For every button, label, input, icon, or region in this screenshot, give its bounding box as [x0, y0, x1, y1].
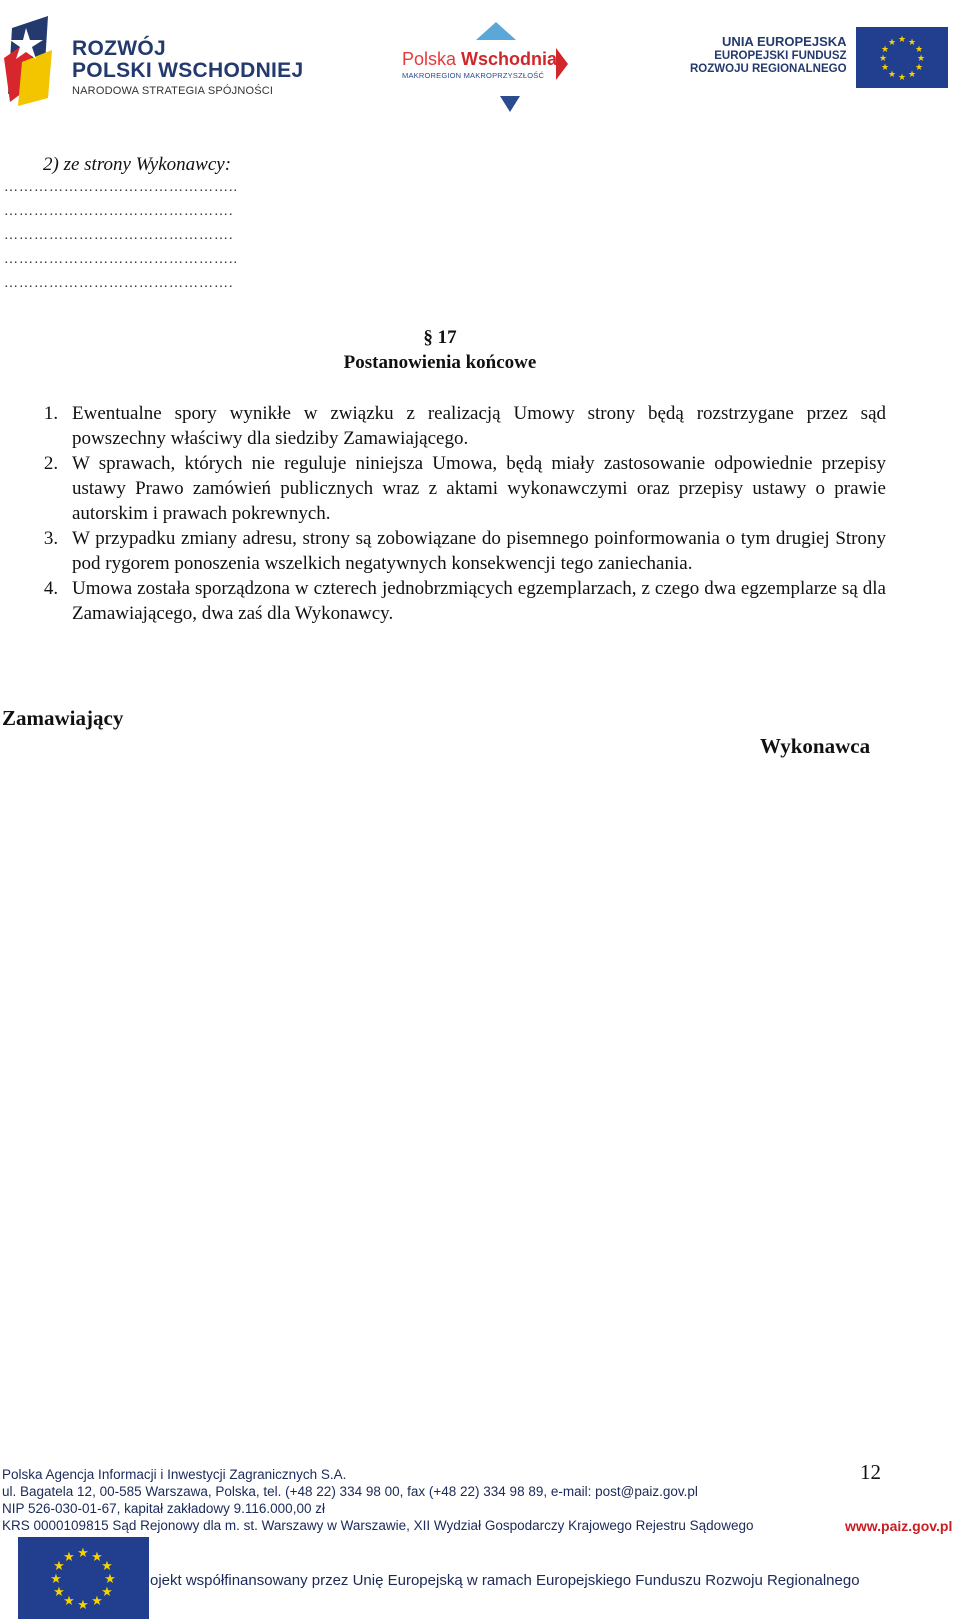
eu-flag-icon — [856, 27, 948, 88]
party2-label: 2) ze strony Wykonawcy: — [43, 154, 232, 175]
svg-text:★: ★ — [101, 1559, 113, 1574]
eu-logo-text — [690, 35, 847, 76]
dot-line: ……………………………………….. — [4, 252, 238, 267]
footer-line: KRS 0000109815 Sąd Rejonowy dla m. st. Warszawy w Warszawie, XII Wydział Gospodarczy Krajowego Rejestru Sądowego — [2, 1518, 754, 1533]
item-number: 4. — [43, 578, 59, 599]
eu-line2: EUROPEJSKI FUNDUSZ — [714, 49, 847, 62]
footer-line: ul. Bagatela 12, 00-585 Warszawa, Polska, tel. (+48 22) 334 98 00, fax (+48 22) 334 98 89, e-mail: post@paiz.gov.pl — [2, 1484, 698, 1499]
list-item — [30, 451, 886, 526]
item-text: Umowa została sporządzona w czterech jednobrzmiących egzemplarzach, z czego dwa egzemplarze są dla Zamawiającego, dwa zaś dla Wykonawcy. — [72, 578, 886, 624]
svg-text:★: ★ — [53, 1559, 65, 1574]
svg-text:★: ★ — [101, 1585, 113, 1600]
rpw-line3: NARODOWA STRATEGIA SPÓJNOŚCI — [72, 85, 274, 97]
dot-line: ………………………………………. — [4, 276, 234, 291]
footer-url: www.paiz.gov.pl — [845, 1518, 953, 1534]
svg-text:★: ★ — [914, 45, 924, 55]
page-number: 12 — [860, 1460, 881, 1484]
pw-logo-title — [402, 50, 557, 68]
eu-line1: UNIA EUROPEJSKA — [722, 34, 847, 49]
pw-logo-sub: MAKROREGION MAKROPRZYSZŁOŚĆ — [402, 71, 545, 80]
pw-part2: Wschodnia — [461, 49, 558, 69]
section-title: Postanowienia końcowe — [343, 352, 537, 373]
list-item — [30, 526, 886, 576]
rpw-line2: POLSKI WSCHODNIEJ — [72, 59, 304, 82]
item-text: W przypadku zmiany adresu, strony są zobowiązane do pisemnego poinformowania o tym drugiej Strony pod rygorem ponoszenia wszelkich negatywnych konsekwencji tego zaniechania. — [72, 528, 886, 574]
svg-text:★: ★ — [63, 1550, 75, 1565]
item-text: W sprawach, których nie reguluje niniejsza Umowa, będą miały zastosowanie odpowiednie przepisy ustawy Prawo zamówień publicznych wraz z aktami wykonawczymi oraz przepisy ustawy o prawie autorskim i prawach pokrewnych. — [72, 453, 886, 524]
footer-line: Polska Agencja Informacji i Inwestycji Zagranicznych S.A. — [2, 1467, 347, 1482]
footer-line: NIP 526-030-01-67, kapitał zakładowy 9.116.000,00 zł — [2, 1501, 325, 1516]
pw-part1: Polska — [402, 49, 457, 69]
svg-text:★: ★ — [880, 45, 890, 55]
eu-line3: ROZWOJU REGIONALNEGO — [690, 63, 847, 76]
svg-text:★: ★ — [897, 73, 907, 83]
item-text: Ewentualne spory wynikłe w związku z realizacją Umowy strony będą rozstrzygane przez sąd powszechny właściwy dla siedziby Zamawiającego. — [72, 403, 886, 449]
signature-wykonawca: Wykonawca — [760, 734, 871, 758]
item-number: 3. — [43, 528, 59, 549]
item-number: 1. — [43, 403, 59, 424]
dot-line: ………………………………………. — [4, 204, 234, 219]
dot-line: ………………………………………. — [4, 228, 234, 243]
provisions-list — [30, 401, 886, 626]
cofinancing-note: ojekt współfinansowany przez Unię Europejską w ramach Europejskiego Funduszu Rozwoju Regionalnego — [150, 1572, 860, 1589]
svg-text:★: ★ — [77, 1598, 89, 1613]
list-item — [30, 576, 886, 626]
eu-flag-icon — [18, 1537, 149, 1619]
footer-address — [2, 1466, 753, 1534]
item-number: 2. — [43, 453, 59, 474]
svg-text:★: ★ — [914, 63, 924, 73]
section-number: § 17 — [423, 327, 457, 348]
svg-text:★: ★ — [878, 54, 888, 64]
dot-line: ……………………………………….. — [4, 180, 238, 195]
svg-text:★: ★ — [104, 1572, 116, 1587]
svg-text:★: ★ — [887, 70, 897, 80]
rpw-line1: ROZWÓJ — [72, 37, 166, 60]
svg-text:★: ★ — [91, 1594, 103, 1609]
svg-text:★: ★ — [897, 35, 907, 45]
svg-text:★: ★ — [50, 1572, 62, 1587]
svg-text:★: ★ — [907, 70, 917, 80]
svg-text:★: ★ — [53, 1585, 65, 1600]
signature-zamawiajacy: Zamawiający — [2, 706, 124, 730]
svg-text:★: ★ — [880, 63, 890, 73]
svg-text:★: ★ — [77, 1546, 89, 1561]
svg-text:★: ★ — [887, 38, 897, 48]
svg-text:★: ★ — [907, 38, 917, 48]
list-item — [30, 401, 886, 451]
svg-text:★: ★ — [916, 54, 926, 64]
rpw-emblem-icon — [0, 10, 80, 110]
svg-text:★: ★ — [63, 1594, 75, 1609]
svg-text:★: ★ — [91, 1550, 103, 1565]
rpw-logo-text — [72, 38, 303, 97]
